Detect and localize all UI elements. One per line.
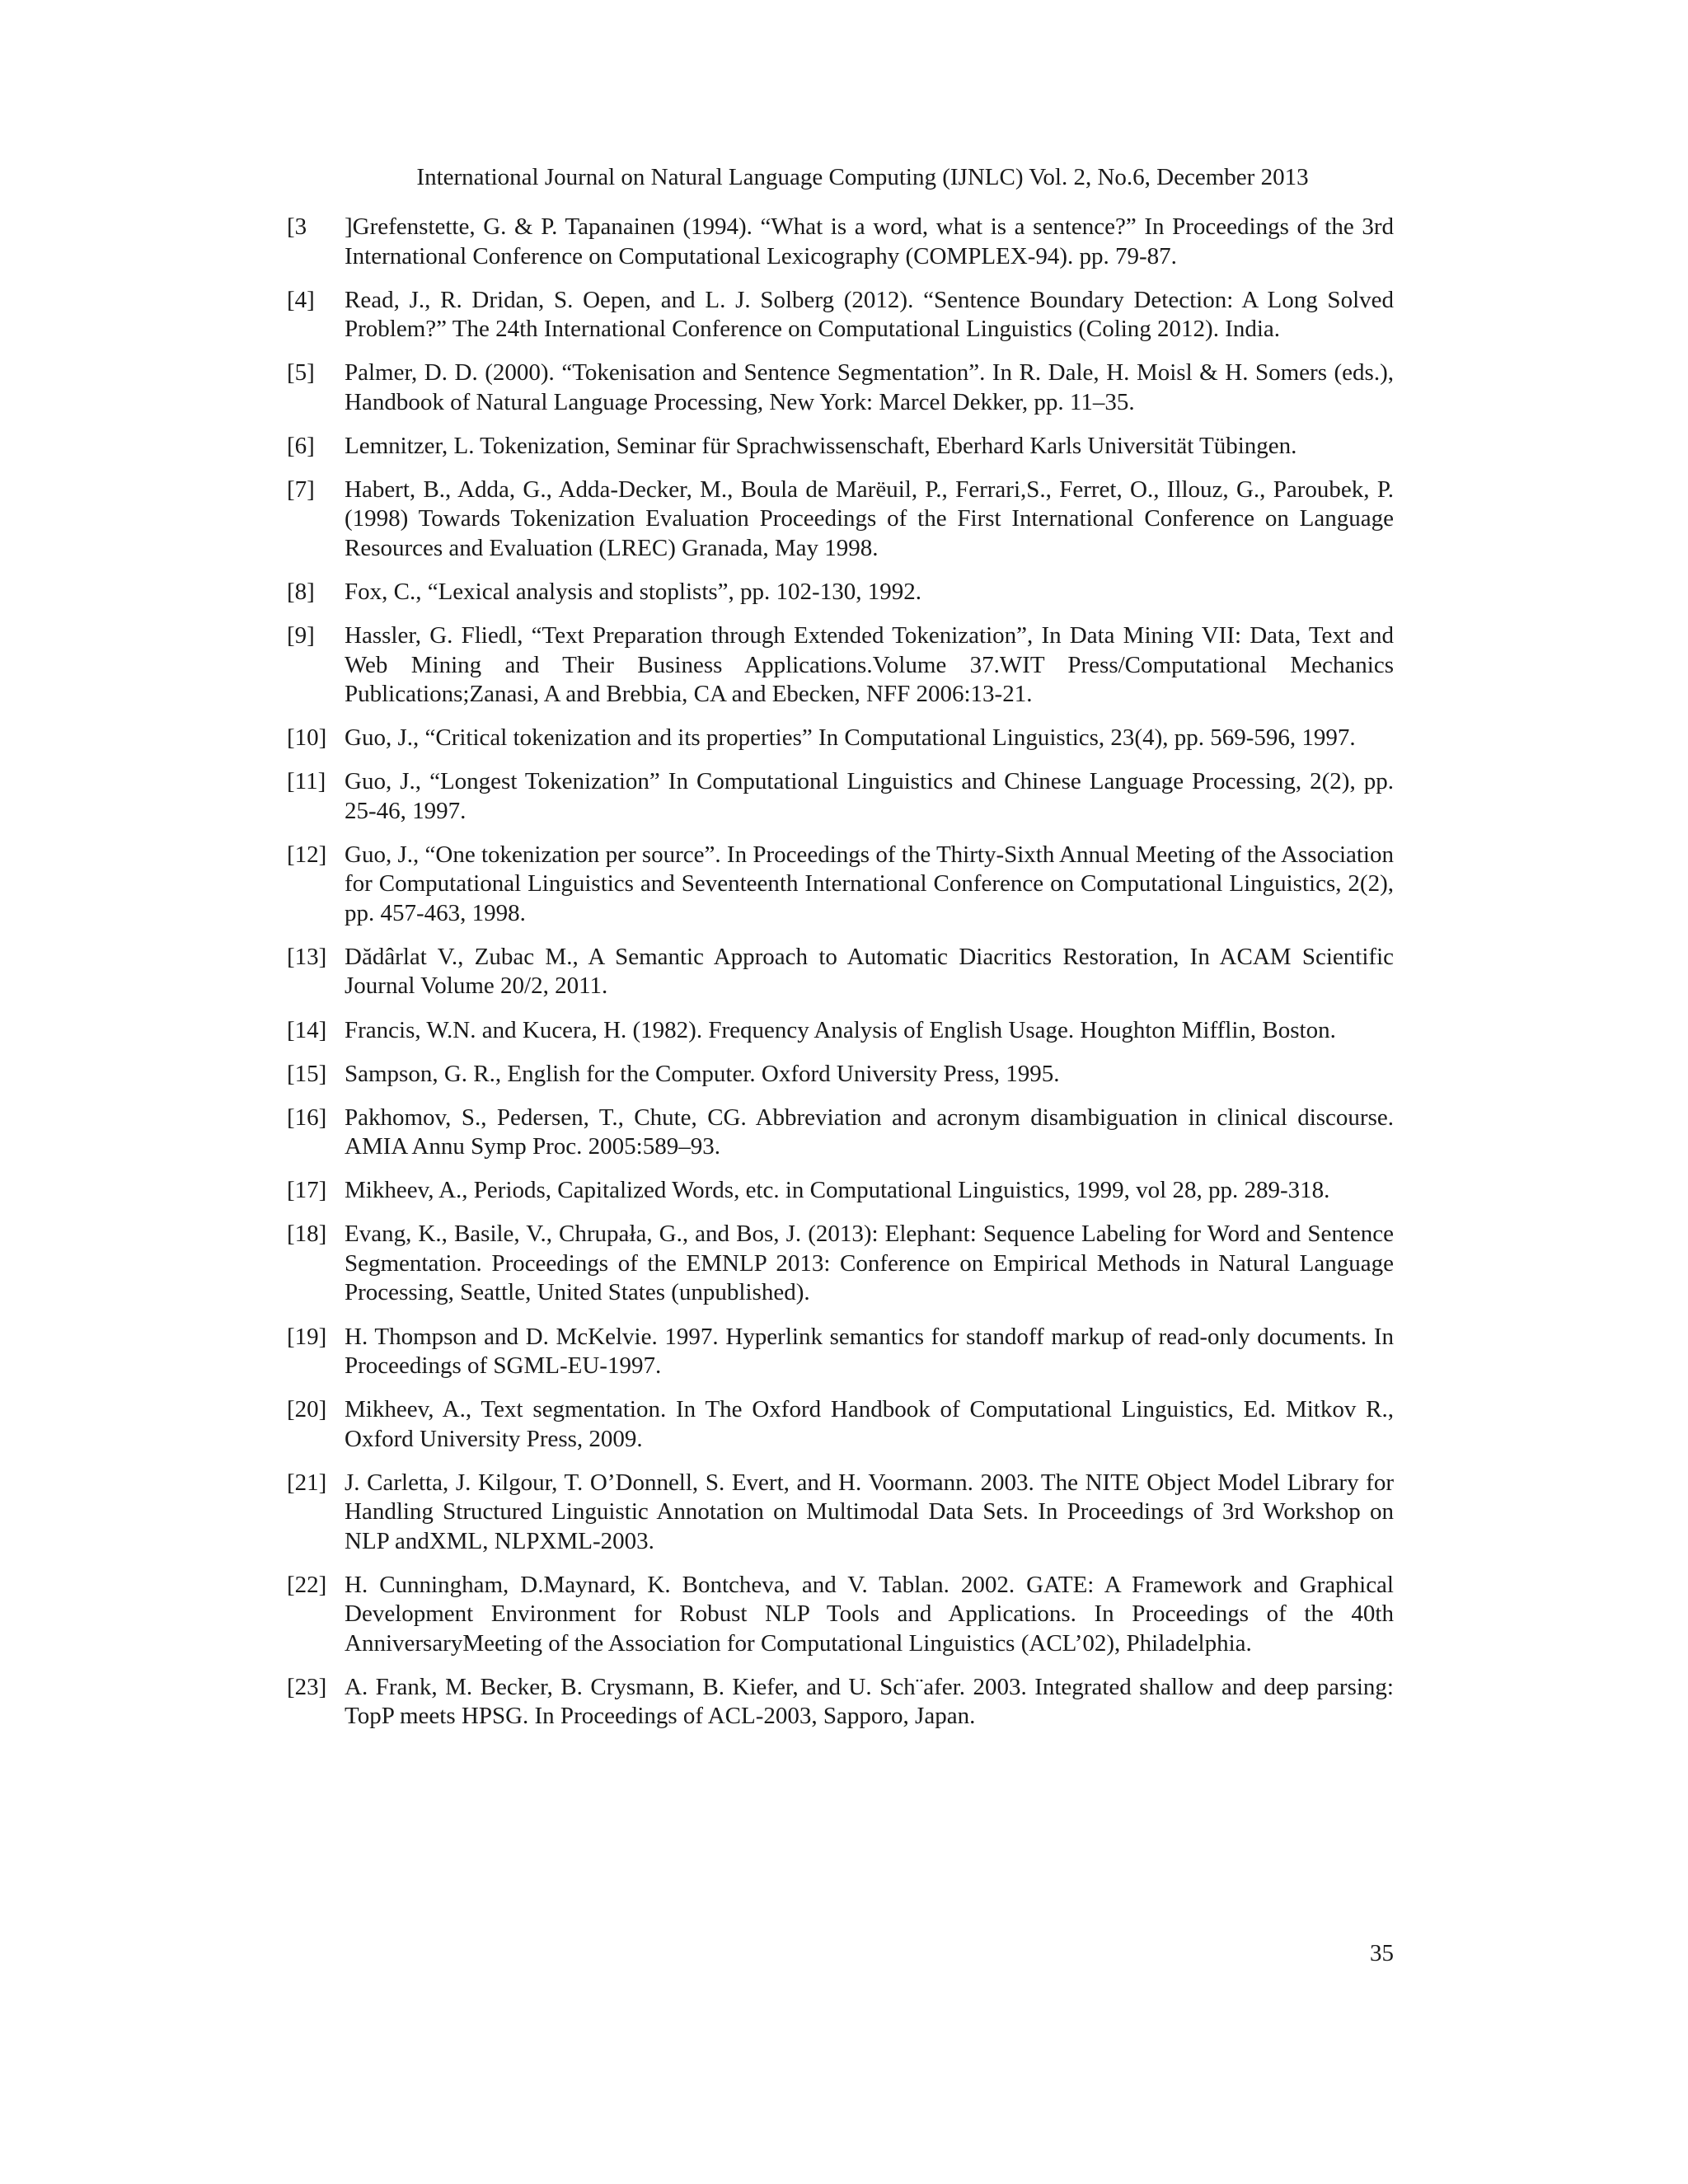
reference-item: [287, 213, 1394, 271]
reference-item: [287, 1104, 1394, 1162]
reference-number: [22]: [287, 1571, 327, 1598]
reference-item: [287, 1469, 1394, 1557]
reference-item: [287, 1176, 1394, 1206]
reference-item: [287, 767, 1394, 826]
reference-text: J. Carletta, J. Kilgour, T. O’Donnell, S. Evert, and H. Voormann. 2003. The NITE Object Model Library for Handling Structured Linguistic Annotation on Multimodal Data Sets. In Proceedings of 3rd Workshop on NLP andXML, NLPXML-2003.: [345, 1469, 1394, 1554]
reference-text: Dădârlat V., Zubac M., A Semantic Approach to Automatic Diacritics Restoration, In ACAM Scientific Journal Volume 20/2, 2011.: [345, 943, 1394, 1000]
reference-item: [287, 621, 1394, 710]
reference-item: [287, 476, 1394, 564]
reference-text: Palmer, D. D. (2000). “Tokenisation and Sentence Segmentation”. In R. Dale, H. Moisl & H. Somers (eds.), Handbook of Natural Language Processing, New York: Marcel Dekker, pp. 11–35.: [345, 359, 1394, 415]
reference-number: [21]: [287, 1469, 327, 1496]
reference-text: Lemnitzer, L. Tokenization, Seminar für Sprachwissenschaft, Eberhard Karls Universität Tübingen.: [345, 432, 1297, 459]
reference-item: [287, 1323, 1394, 1381]
reference-number: [4]: [287, 286, 315, 313]
reference-list: [287, 213, 1394, 1746]
reference-number: [15]: [287, 1060, 327, 1087]
reference-text: Read, J., R. Dridan, S. Oepen, and L. J. Solberg (2012). “Sentence Boundary Detection: A Long Solved Problem?” The 24th International Conference on Computational Linguistics (Coling 2012). India.: [345, 286, 1394, 343]
reference-item: [287, 1673, 1394, 1732]
reference-number: [17]: [287, 1177, 327, 1204]
reference-item: [287, 943, 1394, 1001]
reference-item: [287, 841, 1394, 929]
reference-number: [7]: [287, 476, 315, 503]
reference-item: [287, 1395, 1394, 1454]
reference-number: [8]: [287, 578, 315, 605]
reference-item: [287, 724, 1394, 753]
reference-text: Guo, J., “Longest Tokenization” In Computational Linguistics and Chinese Language Processing, 2(2), pp. 25-46, 1997.: [345, 768, 1394, 824]
reference-number: [16]: [287, 1104, 327, 1131]
reference-number: [18]: [287, 1221, 327, 1248]
reference-text: H. Cunningham, D.Maynard, K. Bontcheva, and V. Tablan. 2002. GATE: A Framework and Graphical Development Environment for Robust NLP Tools and Applications. In Proceedings of the 40th AnniversaryMeeting of the Association for Computational Linguistics (ACL’02), Philadelphia.: [345, 1571, 1394, 1657]
reference-number: [9]: [287, 622, 315, 649]
reference-text: H. Thompson and D. McKelvie. 1997. Hyperlink semantics for standoff markup of read-only documents. In Proceedings of SGML-EU-1997.: [345, 1323, 1394, 1379]
reference-number: [6]: [287, 432, 315, 459]
reference-text: Evang, K., Basile, V., Chrupała, G., and Bos, J. (2013): Elephant: Sequence Labeling for Word and Sentence Segmentation. Proceedings of the EMNLP 2013: Conference on Empirical Methods in Natural Language Processing, Seattle, United States (unpublished).: [345, 1221, 1394, 1306]
reference-number: [11]: [287, 768, 326, 795]
reference-number: [12]: [287, 841, 327, 868]
reference-text: Mikheev, A., Periods, Capitalized Words, etc. in Computational Linguistics, 1999, vol 28, pp. 289-318.: [345, 1177, 1330, 1204]
reference-text: Fox, C., “Lexical analysis and stoplists”, pp. 102-130, 1992.: [345, 578, 921, 605]
reference-text: Francis, W.N. and Kucera, H. (1982). Frequency Analysis of English Usage. Houghton Mifflin, Boston.: [345, 1016, 1336, 1043]
reference-item: [287, 286, 1394, 344]
reference-number: [3: [287, 213, 307, 240]
reference-number: [20]: [287, 1396, 327, 1423]
reference-text: Sampson, G. R., English for the Computer. Oxford University Press, 1995.: [345, 1060, 1060, 1087]
reference-text: Pakhomov, S., Pedersen, T., Chute, CG. Abbreviation and acronym disambiguation in clinical discourse. AMIA Annu Symp Proc. 2005:589–93.: [345, 1104, 1394, 1160]
reference-text: Guo, J., “Critical tokenization and its properties” In Computational Linguistics, 23(4), pp. 569-596, 1997.: [345, 724, 1356, 752]
reference-number: [14]: [287, 1016, 327, 1043]
page-number: 35: [1370, 1940, 1394, 1966]
reference-item: [287, 1016, 1394, 1046]
reference-number: [19]: [287, 1323, 327, 1350]
reference-number: [13]: [287, 943, 327, 970]
reference-text: A. Frank, M. Becker, B. Crysmann, B. Kiefer, and U. Sch¨afer. 2003. Integrated shallow and deep parsing: TopP meets HPSG. In Proceedings of ACL-2003, Sapporo, Japan.: [345, 1673, 1394, 1730]
reference-item: [287, 359, 1394, 417]
reference-number: [5]: [287, 359, 315, 387]
reference-number: [23]: [287, 1673, 327, 1700]
reference-item: [287, 432, 1394, 462]
reference-number: [10]: [287, 724, 327, 752]
reference-item: [287, 578, 1394, 607]
reference-text: ]Grefenstette, G. & P. Tapanainen (1994). “What is a word, what is a sentence?” In Proceedings of the 3rd International Conference on Computational Lexicography (COMPLEX-94). pp. 79-87.: [345, 213, 1394, 269]
reference-text: Mikheev, A., Text segmentation. In The Oxford Handbook of Computational Linguistics, Ed. Mitkov R., Oxford University Press, 2009.: [345, 1396, 1394, 1452]
reference-text: Hassler, G. Fliedl, “Text Preparation through Extended Tokenization”, In Data Mining VII: Data, Text and Web Mining and Their Business Applications.Volume 37.WIT Press/Computational Mechanics Publications;Zanasi, A and Brebbia, CA and Ebecken, NFF 2006:13-21.: [345, 622, 1394, 708]
reference-item: [287, 1571, 1394, 1659]
reference-item: [287, 1060, 1394, 1090]
reference-item: [287, 1220, 1394, 1308]
reference-text: Guo, J., “One tokenization per source”. In Proceedings of the Thirty-Sixth Annual Meeting of the Association for Computational Linguistics and Seventeenth International Conference on Computational Linguistics, 2(2), pp. 457-463, 1998.: [345, 841, 1394, 926]
running-header: International Journal on Natural Language Computing (IJNLC) Vol. 2, No.6, December 2013: [416, 164, 1309, 190]
reference-text: Habert, B., Adda, G., Adda-Decker, M., Boula de Marëuil, P., Ferrari,S., Ferret, O., Illouz, G., Paroubek, P. (1998) Towards Tokenization Evaluation Proceedings of the First International Conference on Language Resources and Evaluation (LREC) Granada, May 1998.: [345, 476, 1394, 561]
